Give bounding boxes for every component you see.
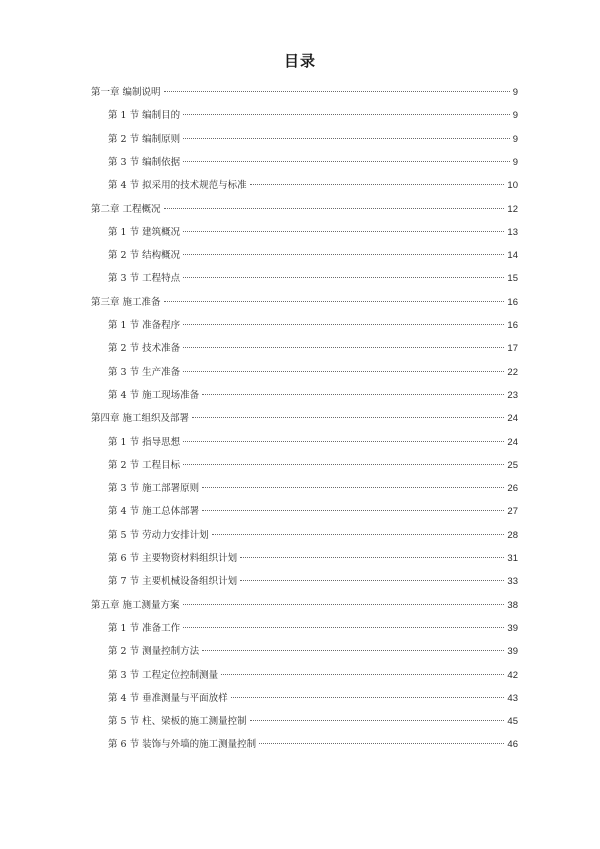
toc-page-number: 13	[507, 226, 518, 238]
toc-page-number: 17	[507, 343, 518, 355]
toc-page-number: 9	[512, 87, 518, 98]
toc-dot-leader	[183, 150, 510, 162]
toc-entry-label: 第 2 节 工程目标	[108, 459, 181, 471]
toc-dot-leader	[202, 639, 504, 651]
toc-entry-label: 第 1 节 编制目的	[108, 110, 181, 122]
toc-dot-leader	[183, 220, 504, 232]
toc-page-number: 33	[507, 576, 518, 588]
toc-page-number: 31	[507, 553, 518, 564]
toc-section-entry[interactable]	[108, 130, 518, 146]
toc-page-number: 28	[507, 529, 518, 541]
toc-section-entry[interactable]	[108, 386, 518, 402]
toc-dot-leader	[183, 266, 504, 278]
toc-section-entry[interactable]	[108, 316, 518, 332]
toc-chapter-entry[interactable]	[91, 596, 518, 612]
toc-entry-label: 第 5 节 柱、梁板的施工测量控制	[108, 716, 247, 728]
toc-entry-label: 第 2 节 技术准备	[108, 343, 181, 355]
toc-dot-leader	[240, 569, 504, 581]
toc-section-entry[interactable]	[108, 689, 518, 705]
toc-chapter-entry[interactable]	[91, 409, 518, 425]
toc-dot-leader	[183, 103, 510, 115]
toc-page-number: 12	[507, 203, 518, 215]
toc-dot-leader	[221, 663, 504, 675]
toc-section-entry[interactable]	[108, 502, 518, 518]
toc-page-number: 10	[507, 180, 518, 192]
toc-entry-label: 第 4 节 施工现场准备	[108, 389, 200, 401]
toc-dot-leader	[240, 546, 504, 558]
toc-page-number: 9	[512, 110, 518, 122]
toc-entry-label: 第 3 节 生产准备	[108, 366, 181, 378]
toc-dot-leader	[183, 593, 505, 605]
toc-dot-leader	[212, 523, 505, 535]
toc-dot-leader	[259, 732, 504, 744]
toc-dot-leader	[202, 499, 504, 511]
toc-entry-label: 第二章 工程概况	[91, 203, 161, 215]
toc-page-number: 26	[507, 483, 518, 495]
toc-entry-label: 第 2 节 编制原则	[108, 133, 181, 145]
toc-page-number: 24	[507, 436, 518, 448]
toc-page-number: 16	[507, 296, 518, 308]
toc-section-entry[interactable]	[108, 479, 518, 495]
toc-dot-leader	[183, 336, 504, 348]
toc-chapter-entry[interactable]	[91, 83, 518, 99]
toc-title: 目录	[283, 52, 316, 70]
toc-entry-label: 第 3 节 施工部署原则	[108, 483, 200, 495]
toc-section-entry[interactable]	[108, 106, 518, 122]
toc-page-number: 45	[507, 716, 518, 728]
toc-dot-leader	[202, 383, 504, 395]
toc-dot-leader	[164, 290, 505, 302]
toc-entry-label: 第 4 节 拟采用的技术规范与标准	[108, 180, 247, 192]
toc-dot-leader	[164, 80, 510, 92]
toc-dot-leader	[183, 127, 510, 139]
toc-section-entry[interactable]	[108, 363, 518, 379]
toc-page-number: 15	[507, 273, 518, 285]
toc-page-number: 9	[512, 156, 518, 168]
toc-section-entry[interactable]	[108, 153, 518, 169]
toc-section-entry[interactable]	[108, 619, 518, 635]
toc-dot-leader	[250, 173, 505, 185]
toc-chapter-entry[interactable]	[91, 293, 518, 309]
toc-entry-label: 第 4 节 施工总体部署	[108, 506, 200, 518]
toc-page-number: 25	[507, 459, 518, 471]
toc-dot-leader	[183, 243, 504, 255]
toc-entry-label: 第 1 节 建筑概况	[108, 226, 181, 238]
toc-section-entry[interactable]	[108, 735, 518, 751]
toc-page-number: 42	[507, 669, 518, 681]
toc-section-entry[interactable]	[108, 712, 518, 728]
toc-entry-label: 第 2 节 结构概况	[108, 250, 181, 262]
toc-page-number: 22	[507, 366, 518, 378]
toc-section-entry[interactable]	[108, 549, 518, 565]
toc-page-number: 46	[507, 739, 518, 751]
toc-section-entry[interactable]	[108, 339, 518, 355]
toc-section-entry[interactable]	[108, 223, 518, 239]
toc-dot-leader	[231, 686, 505, 698]
toc-section-entry[interactable]	[108, 572, 518, 588]
toc-dot-leader	[250, 709, 505, 721]
toc-dot-leader	[192, 406, 504, 418]
toc-section-entry[interactable]	[108, 176, 518, 192]
toc-entry-label: 第 7 节 主要机械设备组织计划	[108, 576, 238, 588]
toc-entry-label: 第一章 编制说明	[91, 87, 161, 98]
toc-section-entry[interactable]	[108, 642, 518, 658]
toc-dot-leader	[202, 476, 504, 488]
toc-page-number: 9	[512, 133, 518, 145]
toc-page-number: 14	[507, 250, 518, 262]
toc-entry-label: 第 1 节 准备程序	[108, 320, 181, 331]
toc-dot-leader	[183, 616, 504, 628]
toc-section-entry[interactable]	[108, 269, 518, 285]
toc-entry-label: 第 4 节 垂准测量与平面放样	[108, 692, 228, 704]
toc-entry-label: 第 6 节 主要物资材料组织计划	[108, 553, 238, 564]
toc-entry-label: 第 3 节 工程特点	[108, 273, 181, 285]
toc-page-number: 43	[507, 692, 518, 704]
toc-chapter-entry[interactable]	[91, 200, 518, 216]
toc-section-entry[interactable]	[108, 456, 518, 472]
toc-entry-label: 第 1 节 准备工作	[108, 622, 181, 634]
toc-entry-label: 第 6 节 装饰与外墙的施工测量控制	[108, 739, 257, 751]
toc-entry-label: 第五章 施工测量方案	[91, 599, 180, 611]
toc-entry-label: 第 3 节 编制依据	[108, 156, 181, 168]
toc-page-number: 38	[507, 599, 518, 611]
toc-dot-leader	[183, 453, 504, 465]
toc-dot-leader	[183, 430, 504, 442]
toc-entry-label: 第四章 施工组织及部署	[91, 413, 190, 425]
toc-page-number: 23	[507, 389, 518, 401]
toc-section-entry[interactable]	[108, 433, 518, 449]
toc-dot-leader	[164, 197, 505, 209]
toc-page-number: 24	[507, 413, 518, 425]
toc-page-number: 16	[507, 320, 518, 331]
toc-section-entry[interactable]	[108, 246, 518, 262]
toc-entry-label: 第三章 施工准备	[91, 296, 161, 308]
toc-section-entry[interactable]	[108, 526, 518, 542]
toc-page-number: 27	[507, 506, 518, 518]
toc-dot-leader	[183, 360, 504, 372]
toc-section-entry[interactable]	[108, 666, 518, 682]
toc-entry-label: 第 3 节 工程定位控制测量	[108, 669, 219, 681]
toc-dot-leader	[183, 313, 504, 325]
toc-entry-label: 第 2 节 测量控制方法	[108, 646, 200, 658]
toc-entry-label: 第 1 节 指导思想	[108, 436, 181, 448]
toc-page-number: 39	[507, 622, 518, 634]
toc-entry-label: 第 5 节 劳动力安排计划	[108, 529, 209, 541]
toc-page-number: 39	[507, 646, 518, 658]
